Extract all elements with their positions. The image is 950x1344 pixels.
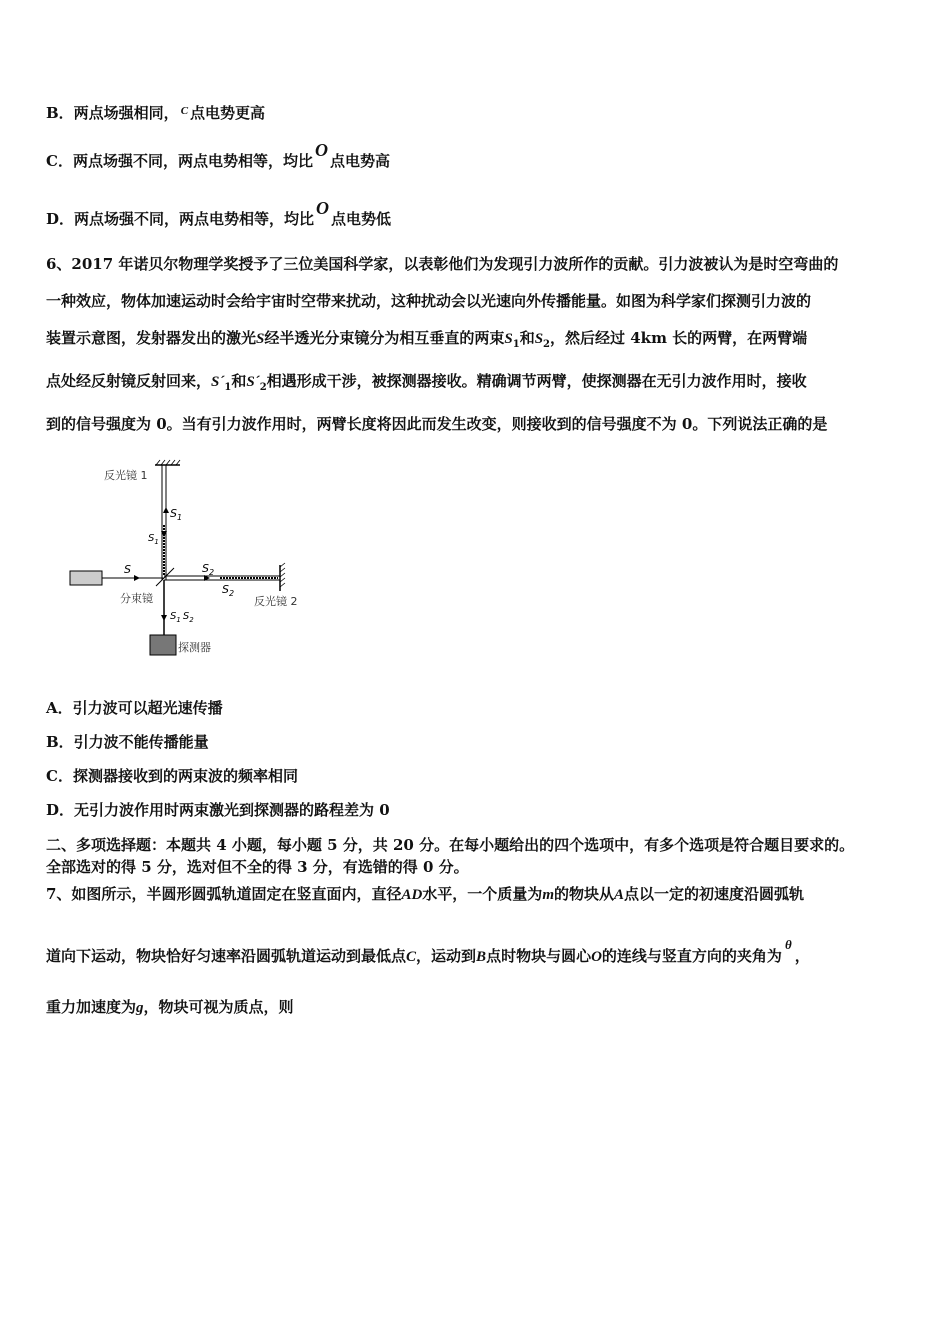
q5-option-c-var: O: [314, 140, 328, 160]
detector-label: 探测器: [178, 641, 211, 654]
q7-line-1-a: 7、如图所示，半圆形圆弧轨道固定在竖直面内，直径: [46, 885, 402, 903]
q6-var-s2-prime: S´: [246, 374, 260, 390]
arrow-s: [134, 575, 140, 581]
q5-option-d-suffix: 点电势低: [331, 210, 392, 228]
q6-option-d: D．无引力波作用时两束激光到探测器的路程差为 0: [46, 801, 390, 819]
q6-option-c: C．探测器接收到的两束波的频率相同: [46, 767, 298, 785]
q6-var-s1: S: [504, 331, 513, 347]
q7-var-g: g: [136, 1000, 144, 1016]
q5-option-c-suffix: 点电势高: [329, 152, 390, 170]
q7-line-3-a: 重力加速度为: [46, 998, 137, 1016]
section-2-header: [46, 834, 908, 878]
q5-option-b-var: C: [180, 105, 189, 117]
q5-option-d-text: D．两点场强不同，两点电势相等，均比: [46, 210, 315, 228]
q6-line-1: 6、2017 年诺贝尔物理学奖授予了三位美国科学家，以表彰他们为发现引力波所作的贡献。引力波被认为是时空弯曲的: [46, 255, 839, 273]
q5-option-b: [46, 102, 265, 123]
splitter-label: 分束镜: [120, 592, 153, 605]
q6-var-s2-sub: 2: [543, 339, 551, 350]
q5-option-c-text: C．两点场强不同，两点电势相等，均比: [46, 152, 313, 170]
q6-var-s1-prime-sub: 1: [224, 382, 232, 393]
q7-line-2: [46, 937, 810, 966]
q5-option-d: [46, 198, 392, 229]
arrow-s1-prime: [163, 507, 169, 513]
q7-line-2-a: 道向下运动，物块恰好匀速率沿圆弧轨道运动到最低点: [46, 947, 407, 965]
label-s2: $S_2$: [202, 562, 215, 577]
mirror-1-label: 反光镜 1: [104, 469, 148, 482]
q6-var-s2: S: [534, 331, 544, 347]
q5-option-d-var: O: [316, 198, 330, 218]
q7-var-m: m: [542, 887, 554, 903]
q6-option-a: A．引力波可以超光速传播: [46, 699, 223, 717]
q7-var-o: O: [591, 949, 602, 965]
q6-line-4: [46, 363, 906, 406]
q5-option-c: [46, 140, 390, 171]
q7-var-theta: θ: [784, 937, 792, 952]
q7-var-a: A: [614, 887, 625, 903]
q5-option-b-text: B．两点场强相同，: [46, 104, 179, 122]
q7-line-2-b: ，运动到: [416, 947, 477, 965]
q6-line-3-c: 和: [519, 329, 535, 347]
mirror-2-label: 反光镜 2: [254, 595, 298, 608]
q6-option-b: B．引力波不能传播能量: [46, 733, 209, 751]
q7-line-3-b: ，物块可视为质点，则: [143, 998, 294, 1016]
q7-var-c: C: [406, 949, 417, 965]
q6-line-3-b: 经半透光分束镜分为相互垂直的两束: [264, 329, 505, 347]
q6-line-3: [46, 320, 906, 363]
interferometer-diagram: [60, 455, 320, 665]
label-s2-prime: $S_2$: [222, 583, 235, 598]
q7-line-3: [46, 996, 294, 1017]
q6-var-s1-prime: S´: [211, 374, 225, 390]
label-s1-prime: $S_1$: [170, 507, 183, 522]
laser-source: [70, 571, 102, 585]
q6-line-4-a: 点处经反射镜反射回来，: [46, 372, 212, 390]
section-2-line-2: 全部选对的得 5 分，选对但不全的得 3 分，有选错的得 0 分。: [46, 858, 469, 876]
q6-var-s2-prime-sub: 2: [259, 382, 267, 393]
q7-line-2-d: 的连线与竖直方向的夹角为: [601, 947, 782, 965]
q6-line-4-b: 和: [231, 372, 247, 390]
q5-option-b-suffix: 点电势更高: [190, 104, 266, 122]
q7-line-1-c: 的物块从: [553, 885, 614, 903]
q7-line-1: [46, 883, 804, 904]
q6-line-3-d: ，然后经过 4km 长的两臂，在两臂端: [550, 329, 808, 347]
detector-box: [150, 635, 176, 655]
q6-var-s1-sub: 1: [512, 339, 520, 350]
arrow-detector: [161, 615, 167, 621]
q7-line-2-e: ，: [794, 947, 810, 965]
label-s1-s2: $S_1$ $S_2$: [170, 611, 194, 624]
label-s: S: [124, 563, 131, 576]
q7-line-1-d: 点以一定的初速度沿圆弧轨: [624, 885, 805, 903]
q7-var-ad: AD: [401, 887, 423, 903]
q6-line-4-c: 相遇形成干涉，被探测器接收。精确调节两臂，使探测器在无引力波作用时，接收: [266, 372, 807, 390]
q7-line-1-b: 水平，一个质量为: [422, 885, 543, 903]
q6-line-3-a: 装置示意图，发射器发出的激光: [46, 329, 257, 347]
q6-line-2: 一种效应，物体加速运动时会给宇宙时空带来扰动，这种扰动会以光速向外传播能量。如图为科学家们探测引力波的: [46, 292, 812, 310]
q6-stem: [46, 246, 906, 443]
q6-var-s: S: [256, 331, 265, 347]
q7-var-b: B: [476, 949, 487, 965]
section-2-line-1: 二、多项选择题：本题共 4 小题，每小题 5 分，共 20 分。在每小题给出的四个选项中，有多个选项是符合题目要求的。: [46, 836, 855, 854]
label-s1: $S_1$: [148, 533, 159, 546]
q7-line-2-c: 点时物块与圆心: [486, 947, 592, 965]
q6-line-5: 到的信号强度为 0。当有引力波作用时，两臂长度将因此而发生改变，则接收到的信号强度不为 0。下列说法正确的是: [46, 415, 828, 433]
